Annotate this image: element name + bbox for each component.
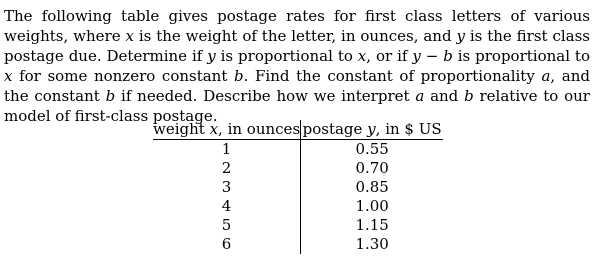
- weight-cell: 6: [153, 235, 301, 254]
- weight-cell: 3: [153, 178, 301, 197]
- table-row: [153, 178, 443, 197]
- math-a: a: [415, 87, 425, 105]
- problem-text: . Find the constant of proportionality: [243, 67, 542, 85]
- header-postage-unit: , in $ US: [375, 120, 442, 138]
- table-row: [153, 159, 443, 178]
- table-row: [153, 197, 443, 216]
- problem-text: , or if: [366, 47, 413, 65]
- problem-text: is the first class postage due. Determine if: [4, 27, 590, 65]
- problem-text: relative to our model of first-class postage.: [4, 87, 590, 125]
- problem-text: is the weight of the letter, in ounces, and: [133, 27, 457, 45]
- problem-statement: [4, 6, 590, 126]
- problem-text: if needed. Describe how we interpret: [115, 87, 416, 105]
- math-x: x: [357, 47, 367, 65]
- header-weight-unit: , in ounces: [218, 120, 301, 138]
- problem-text: for some nonzero constant: [12, 67, 235, 85]
- header-weight: [153, 120, 301, 140]
- math-y: y: [367, 120, 376, 138]
- math-b: b: [234, 67, 244, 85]
- math-y: y: [207, 47, 216, 65]
- postage-table: [153, 120, 443, 254]
- weight-cell: 5: [153, 216, 301, 235]
- math-x: x: [4, 67, 13, 85]
- postage-cell: 1.15: [355, 216, 389, 234]
- header-postage-label: postage: [302, 120, 368, 138]
- table-row: [153, 235, 443, 254]
- math-y: y: [456, 27, 465, 45]
- problem-text: and: [424, 87, 465, 105]
- problem-text: is proportional to: [215, 47, 358, 65]
- postage-cell: 0.85: [355, 178, 389, 196]
- math-x: x: [209, 120, 219, 138]
- header-postage: [301, 120, 444, 140]
- table-row: [153, 140, 443, 160]
- postage-cell: 1.00: [355, 197, 389, 215]
- problem-text: , and the constant: [4, 67, 590, 105]
- postage-table-container: [153, 120, 443, 254]
- table-row: [153, 216, 443, 235]
- math-y-minus-b: y − b: [412, 47, 453, 65]
- postage-cell: 0.70: [355, 159, 389, 177]
- postage-cell: 0.55: [355, 140, 389, 158]
- postage-cell: 1.30: [355, 235, 389, 253]
- weight-cell: 4: [153, 197, 301, 216]
- header-weight-label: weight: [153, 120, 210, 138]
- problem-text: The following table gives postage rates for first class letters of various weights, where: [4, 7, 590, 45]
- weight-cell: 1: [153, 140, 301, 160]
- math-x: x: [125, 27, 134, 45]
- problem-text: is proportional to: [452, 47, 590, 65]
- table-header-row: [153, 120, 443, 140]
- weight-cell: 2: [153, 159, 301, 178]
- math-b: b: [464, 87, 474, 105]
- math-b: b: [105, 87, 116, 105]
- math-a: a: [541, 67, 551, 85]
